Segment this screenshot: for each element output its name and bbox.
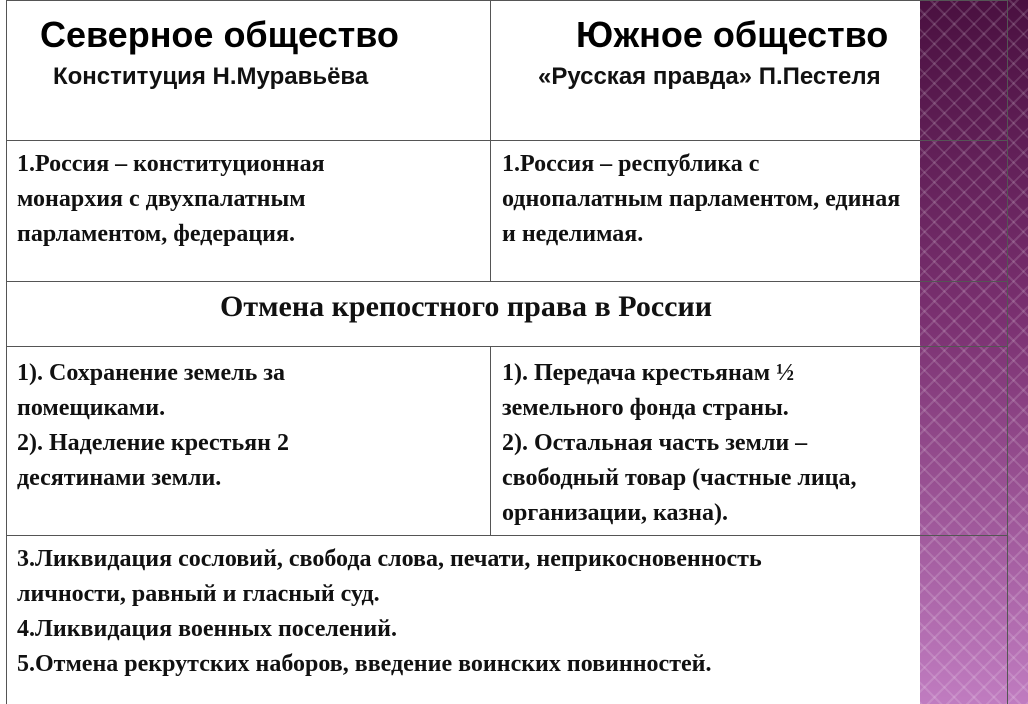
text-line: помещиками. (17, 395, 166, 421)
text-line: 2). Наделение крестьян 2 (17, 430, 289, 456)
text-line: 1). Передача крестьянам ½ (502, 360, 795, 386)
grid-line (490, 346, 491, 535)
text-line: 2). Остальная часть земли – (502, 430, 808, 456)
text-line: земельного фонда страны. (502, 395, 789, 421)
text-line: 4.Ликвидация военных поселений. (17, 616, 397, 642)
text-line: 5.Отмена рекрутских наборов, введение воинских повинностей. (17, 651, 712, 677)
grid-line (6, 0, 7, 704)
north-land-text (17, 356, 289, 496)
text-line: монархия с двухпалатным (17, 186, 306, 212)
text-line: личности, равный и гласный суд. (17, 581, 380, 607)
north-society-title: Северное общество (40, 14, 399, 55)
grid-line (1007, 0, 1008, 704)
south-society-subtitle: «Русская правда» П.Пестеля (538, 63, 881, 90)
text-line: организации, казна). (502, 500, 728, 526)
grid-line (6, 535, 1008, 536)
decorative-side-stripe (920, 0, 1028, 704)
grid-line (6, 0, 1008, 1)
text-line: однопалатным парламентом, единая (502, 186, 901, 212)
text-line: свободный товар (частные лица, (502, 465, 857, 491)
grid-line (6, 281, 1008, 282)
grid-line (490, 0, 491, 281)
south-land-text (502, 356, 856, 531)
text-line: десятинами земли. (17, 465, 222, 491)
text-line: 1.Россия – конституционная (17, 151, 325, 177)
text-line: 1.Россия – республика с (502, 151, 760, 177)
common-provisions-text (17, 542, 762, 682)
grid-line (6, 140, 1008, 141)
text-line: 1). Сохранение земель за (17, 360, 285, 386)
text-line: и неделимая. (502, 221, 644, 247)
serfdom-abolition-heading: Отмена крепостного права в России (220, 290, 713, 323)
text-line: парламентом, федерация. (17, 221, 295, 247)
north-government-text (17, 147, 325, 252)
south-society-title: Южное общество (576, 14, 889, 55)
south-government-text (502, 147, 900, 252)
text-line: 3.Ликвидация сословий, свобода слова, печати, неприкосновенность (17, 546, 762, 572)
grid-line (6, 346, 1008, 347)
north-society-subtitle: Конституция Н.Муравьёва (53, 63, 369, 90)
